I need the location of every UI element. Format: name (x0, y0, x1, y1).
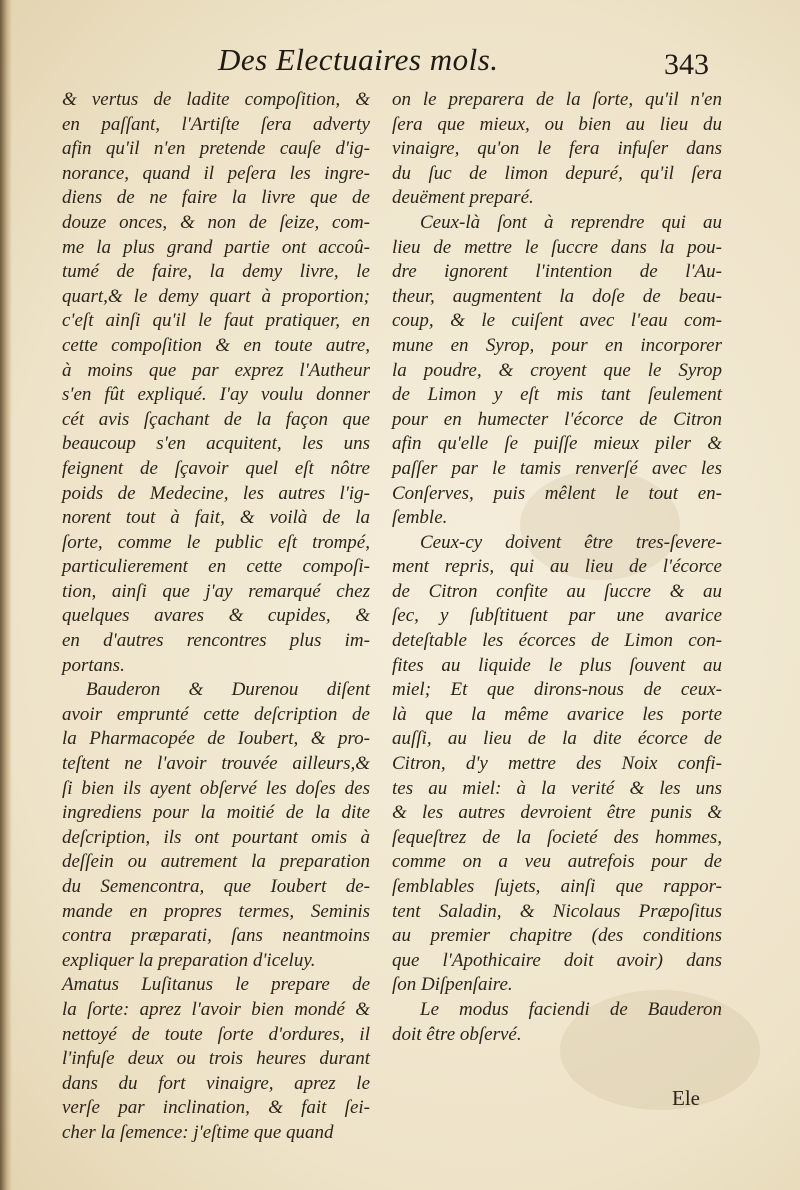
right-text-column (392, 88, 722, 1047)
text-line: que l'Apothicaire doit avoir) dans (392, 949, 722, 971)
text-line: ſi bien ils ayent obſervé les doſes des (62, 777, 370, 799)
running-title: Des Electuaires mols. (218, 42, 499, 77)
text-line: tumé de faire, la demy livre, le (62, 261, 370, 283)
text-line: & vertus de ladite compoſition, & (62, 89, 370, 110)
text-line: dre ignorent l'intention de l'Au- (392, 261, 722, 283)
text-line: quart,& le demy quart à proportion; (62, 285, 370, 307)
text-line: la poudre, & croyent que le Syrop (392, 359, 722, 381)
text-line: deuëment preparé. (392, 187, 534, 209)
text-line: beaucoup s'en acquitent, les uns (62, 433, 370, 455)
text-line: ment repris, qui au lieu de l'écorce (392, 556, 722, 578)
page-number: 343 (664, 48, 709, 81)
text-line: la ſorte: aprez l'avoir bien mondé & (62, 998, 370, 1020)
text-line: s'en fût expliqué. I'ay voulu donner (62, 384, 370, 406)
text-line: portans. (62, 654, 125, 676)
text-line: ſequeſtrez de la ſocieté des hommes, (392, 826, 722, 848)
text-line: on le preparera de la ſorte, qu'il n'en (392, 89, 722, 110)
text-line: cét avis ſçachant de la façon que (62, 408, 370, 430)
text-line: fites au liquide le plus ſouvent au (392, 654, 722, 676)
text-line: avoir emprunté cette deſcription de (62, 703, 370, 725)
text-line: cher la ſemence: j'eſtime que quand (62, 1121, 334, 1143)
text-line: au premier chapitre (des conditions (392, 925, 722, 947)
text-line: contra præparati, ſans neantmoins (62, 925, 370, 947)
text-line: nettoyé de toute ſorte d'ordures, il (62, 1023, 370, 1045)
page-gutter-shadow (0, 0, 12, 1190)
text-line: ſemblables ſujets, ainſi que rappor- (392, 876, 722, 897)
text-line: ſorte, comme le public eſt trompé, (62, 531, 370, 553)
text-line: la Pharmacopée de Ioubert, & pro- (62, 728, 370, 750)
text-line: deſſein ou autrement la preparation (62, 851, 370, 873)
text-line: doit être obſervé. (392, 1023, 522, 1045)
text-line: Amatus Luſitanus le prepare de (62, 974, 370, 996)
text-line: deſcription, ils ont pourtant omis à (62, 826, 370, 848)
text-line: c'eſt ainſi qu'il le faut pratiquer, en (62, 310, 370, 332)
text-line: afin qu'elle ſe puiſſe mieux piler & (392, 433, 722, 455)
text-line: de Citron confite au ſuccre & au (392, 580, 722, 602)
text-line: deteſtable les écorces de Limon con- (392, 630, 722, 652)
text-line: coup, & le cuiſent avec l'eau com- (392, 310, 722, 332)
text-line: Bauderon & Durenou diſent (86, 679, 370, 701)
text-line: Ceux-cy doivent être tres-ſevere- (420, 531, 722, 553)
text-line: ſon Diſpenſaire. (392, 974, 513, 996)
text-line: pour en humecter l'écorce de Citron (392, 408, 722, 430)
text-line: l'infuſe deux ou trois heures durant (62, 1048, 370, 1070)
text-line: norance, quand il peſera les ingre- (62, 162, 370, 184)
text-line: Conſerves, puis mêlent le tout en- (392, 482, 722, 504)
text-line: mande en propres termes, Seminis (62, 900, 370, 922)
text-line: douze onces, & non de ſeize, com- (62, 211, 370, 233)
text-line: lieu de mettre le ſuccre dans la pou- (392, 236, 722, 258)
text-line: paſſer par le tamis renverſé avec les (392, 457, 722, 479)
text-line: Le modus faciendi de Bauderon (420, 998, 722, 1020)
text-line: tes au miel: à la verité & les uns (392, 777, 722, 799)
text-line: comme on a veu autrefois pour de (392, 851, 722, 873)
text-line: poids de Medecine, les autres l'ig- (62, 482, 370, 504)
text-line: vinaigre, qu'on le fera infuſer dans (392, 138, 722, 160)
text-line: Ceux-là ſont à reprendre qui au (420, 211, 722, 233)
text-line: me la plus grand partie ont accoû- (62, 236, 370, 258)
text-line: ingrediens pour la moitié de la dite (62, 802, 370, 824)
text-line: afin qu'il n'en pretende cauſe d'ig- (62, 138, 370, 160)
text-line: diens de ne faire la livre que de (62, 187, 370, 209)
text-line: tion, ainſi que j'ay remarqué chez (62, 580, 370, 602)
page-header (0, 40, 800, 80)
text-line: cette compoſition & en toute autre, (62, 334, 370, 356)
text-line: quelques avares & cupides, & (62, 605, 370, 627)
text-line: en d'autres rencontres plus im- (62, 630, 370, 652)
text-line: là que la même avarice les porte (392, 703, 722, 725)
text-line: ſera que mieux, ou bien au lieu du (392, 113, 722, 135)
text-line: en paſſant, l'Artiſte ſera adverty (62, 113, 370, 135)
text-line: ſec, y ſubſtituent par une avarice (392, 605, 722, 627)
text-line: particulierement en cette compoſi- (62, 556, 370, 578)
text-line: Citron, d'y mettre des Noix confi- (392, 753, 722, 775)
text-line: ſemble. (392, 507, 448, 529)
text-line: du ſuc de limon depuré, qu'il ſera (392, 162, 722, 184)
text-line: auſſi, au lieu de la dite écorce de (392, 728, 722, 750)
text-line: feignent de ſçavoir quel eſt nôtre (62, 457, 370, 479)
left-text-column (62, 88, 370, 1146)
text-line: expliquer la preparation d'iceluy. (62, 949, 316, 971)
text-line: tent Saladin, & Nicolaus Præpoſitus (392, 900, 722, 922)
text-line: norent tout à fait, & voilà de la (62, 507, 370, 529)
text-line: du Semencontra, que Ioubert de- (62, 876, 370, 897)
text-line: à moins que par exprez l'Autheur (62, 359, 370, 381)
text-line: dans du fort vinaigre, aprez le (62, 1072, 370, 1094)
catchword: Ele (672, 1086, 700, 1110)
text-line: mune en Syrop, pour en incorporer (392, 334, 722, 356)
text-line: verſe par inclination, & fait ſei- (62, 1097, 370, 1119)
text-line: & les autres devroient être punis & (392, 802, 722, 824)
text-line: miel; Et que dirons-nous de ceux- (392, 679, 722, 701)
text-line: teſtent ne l'avoir trouvée ailleurs,& (62, 753, 370, 775)
text-line: theur, augmentent la doſe de beau- (392, 285, 722, 307)
text-line: de Limon y eſt mis tant ſeulement (392, 384, 722, 406)
